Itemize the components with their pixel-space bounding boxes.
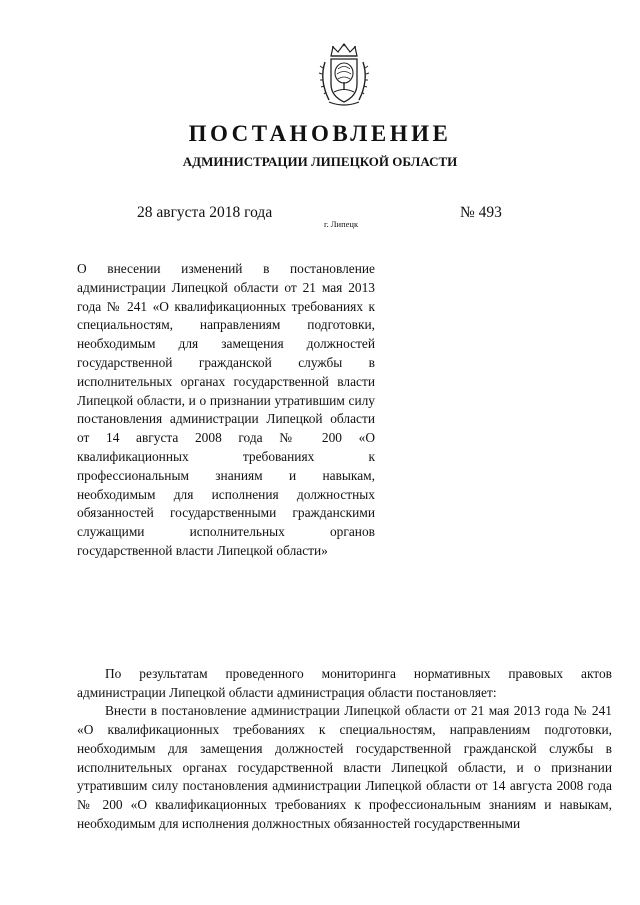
body-paragraph: По результатам проведенного мониторинга нормативных правовых актов администрации Липецкой области администрация области постановляет:	[77, 666, 612, 700]
coat-of-arms-emblem	[313, 42, 375, 110]
document-heading: О внесении изменений в постановление администрации Липецкой области от 21 мая 2013 года № 241 «О квалификационных требованиях к специальностям, направлениям подготовки, необходимым для замещения должностей государственной гражданской службы в исполнительных органах государственной власти Липецкой области, и о признании утратившим силу постановления администрации Липецкой области от 14 августа 2008 года № 200 «О квалификационных требованиях к профессиональным знаниям и навыкам, необходимым для исполнения должностных обязанностей государственными гражданскими служащими исполнительных органов государственной власти Липецкой области»	[77, 261, 375, 558]
issuing-authority: АДМИНИСТРАЦИИ ЛИПЕЦКОЙ ОБЛАСТИ	[182, 154, 458, 169]
document-body	[77, 665, 612, 833]
body-paragraph: Внести в постановление администрации Липецкой области от 21 мая 2013 года № 241 «О квалификационных требованиях к специальностям, направлениям подготовки, необходимым для замещения должностей государственной гражданской службы в исполнительных органах государственной власти Липецкой области, и о признании утратившим силу постановления администрации Липецкой области от 14 августа 2008 года № 200 «О квалификационных требованиях к профессиональным знаниям и навыкам, необходимым для исполнения должностных обязанностей государственными	[77, 703, 612, 831]
document-number: № 493	[460, 204, 502, 221]
document-title: ПОСТАНОВЛЕНИЕ	[188, 121, 452, 146]
coat-of-arms-icon	[313, 42, 375, 110]
document-city: г. Липецк	[324, 219, 359, 229]
document-date: 28 августа 2018 года	[137, 204, 273, 221]
